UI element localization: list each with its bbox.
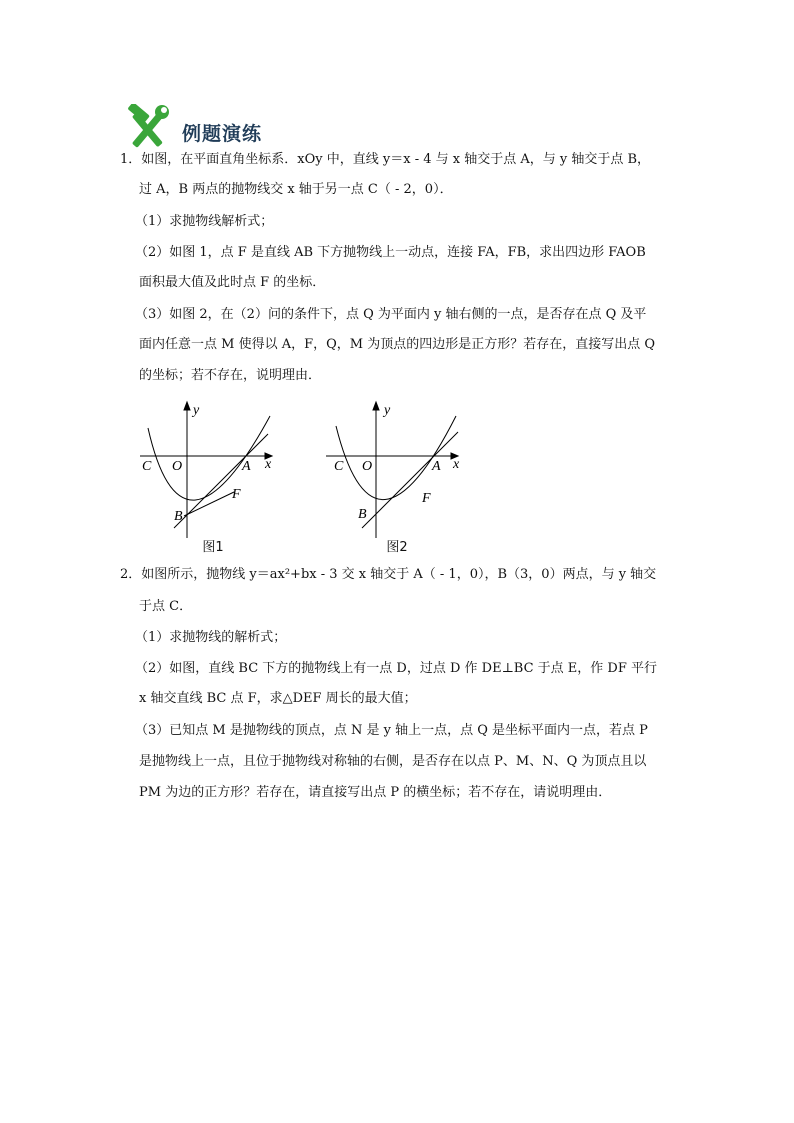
parabola	[148, 416, 270, 500]
q1-part1: （1）求抛物线解析式；	[135, 214, 274, 229]
label-f: F	[232, 487, 241, 502]
q1-line-0: 1．如图，在平面直角坐标系．xOy 中，直线 y＝x - 4 与 x 轴交于点 A，与 y 轴交于点 B，	[120, 152, 651, 167]
label-o: O	[172, 459, 183, 474]
label-a: A	[242, 459, 251, 474]
q2-part1: （1）求抛物线的解析式；	[135, 630, 287, 645]
q1-part3: （3）如图 2，在（2）问的条件下，点 Q 为平面内 y 轴右侧的一点，是否存在点 Q 及平	[135, 307, 647, 322]
q2-part3-cont2: PM 为边的正方形？若存在，请直接写出点 P 的横坐标；若不存在，请说明理由．	[139, 785, 612, 800]
figure-2	[326, 398, 466, 544]
tools-icon	[122, 104, 172, 150]
q1-part3-cont2: 的坐标；若不存在，说明理由．	[139, 368, 322, 383]
q2-number: 2．	[120, 567, 142, 582]
q1-part2: （2）如图 1，点 F 是直线 AB 下方抛物线上一动点，连接 FA，FB，求出四边形 FAOB	[135, 245, 646, 260]
q2-part3: （3）已知点 M 是抛物线的顶点，点 N 是 y 轴上一点，点 Q 是坐标平面内一点，若点 P	[135, 723, 648, 738]
label-b: B	[174, 509, 183, 524]
q2-line-0: 2．如图所示，抛物线 y＝ax²+bx - 3 交 x 轴交于 A（ - 1，0），B（3，0）两点，与 y 轴交	[120, 567, 657, 582]
label-c: C	[334, 459, 344, 474]
label-x: x	[453, 457, 460, 472]
label-f: F	[422, 491, 431, 506]
q2-line-1: 于点 C．	[139, 599, 193, 614]
q1-part3-cont: 面内任意一点 M 使得以 A，F，Q，M 为顶点的四边形是正方形？若存在，直接写出点 Q	[139, 337, 656, 352]
label-o: O	[362, 459, 373, 474]
parabola	[336, 416, 456, 500]
q2-part2-cont: x 轴交直线 BC 点 F，求△DEF 周长的最大值；	[139, 691, 417, 706]
q1-line-1: 过 A，B 两点的抛物线交 x 轴于另一点 C（ - 2，0）．	[139, 182, 453, 197]
label-y: y	[193, 403, 200, 418]
label-a: A	[432, 459, 441, 474]
label-y: y	[384, 403, 391, 418]
section-header	[122, 104, 262, 150]
q2-part3-cont: 是抛物线上一点，且位于抛物线对称轴的右侧，是否存在以点 P、M、N、Q 为顶点且以	[139, 754, 647, 769]
q2-part2: （2）如图，直线 BC 下方的抛物线上有一点 D，过点 D 作 DE⊥BC 于点 E，作 DF 平行	[135, 661, 657, 676]
q1-part2-cont: 面积最大值及此时点 F 的坐标．	[139, 275, 326, 290]
figure-1	[140, 398, 280, 544]
figure-2-caption: 图2	[386, 540, 408, 555]
figure-1-caption: 图1	[202, 540, 224, 555]
label-c: C	[142, 459, 152, 474]
label-b: B	[358, 507, 367, 522]
section-title: 例题演练	[182, 122, 263, 145]
y-arrow	[184, 402, 190, 410]
y-arrow	[373, 402, 379, 410]
q1-number: 1．	[120, 152, 142, 167]
label-x: x	[265, 457, 272, 472]
